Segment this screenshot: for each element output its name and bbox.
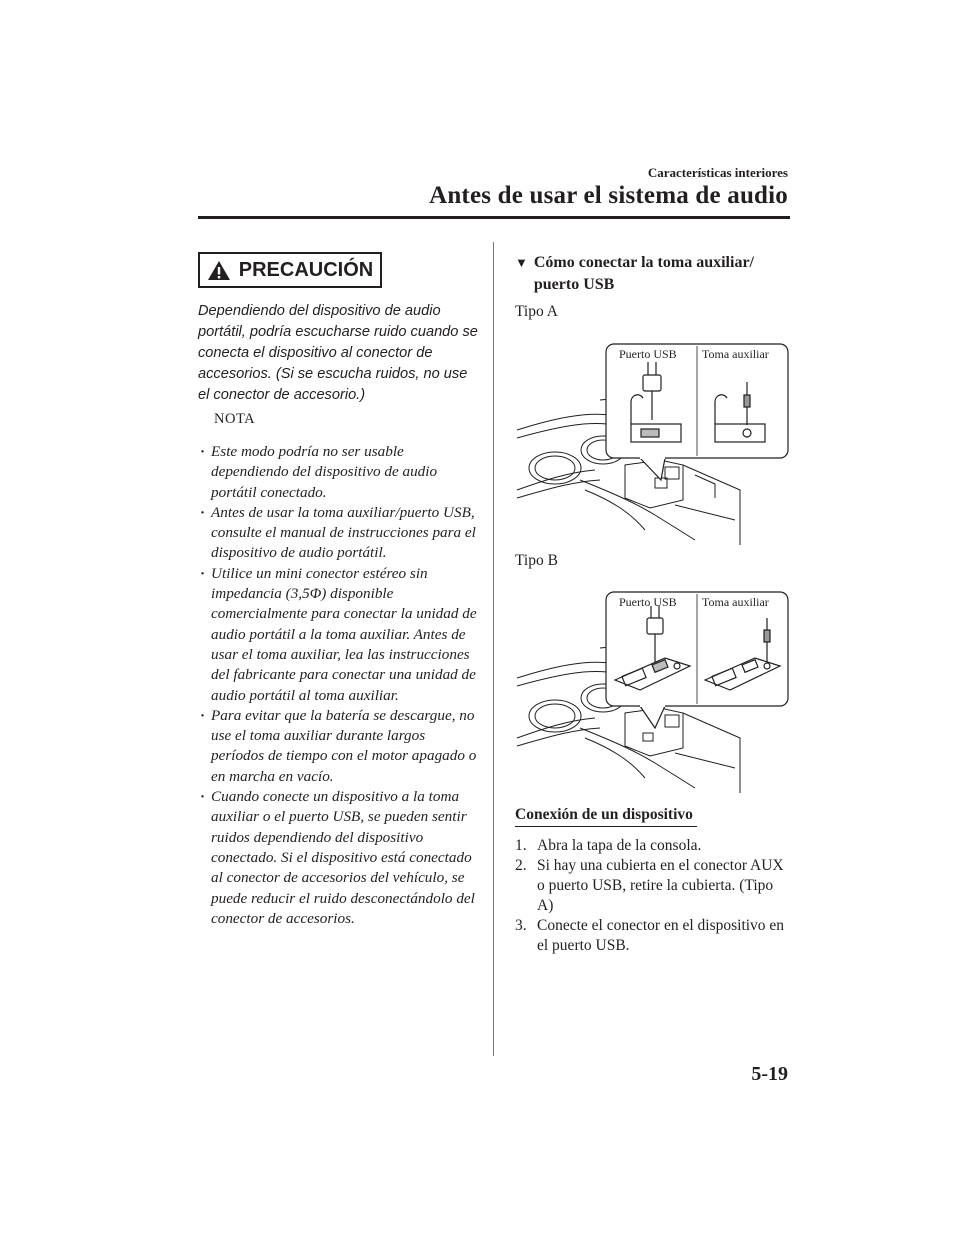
usb-port-label: Puerto USB <box>619 595 677 609</box>
note-item: · Para evitar que la batería se descargue, no use el toma auxiliar durante largos períodos de tiempo con el motor apagado o en marcha en vacío. <box>200 706 482 787</box>
page-number: 5-19 <box>751 1063 788 1085</box>
step-item <box>515 856 790 916</box>
section-heading <box>515 252 785 296</box>
header-rule <box>198 216 790 219</box>
aux-jack-label: Toma auxiliar <box>702 595 769 609</box>
step-number: 3. <box>515 917 527 934</box>
caution-label: PRECAUCIÓN <box>238 258 374 281</box>
chapter-heading: Características interiores <box>647 165 788 180</box>
note-item: · Antes de usar la toma auxiliar/puerto USB, consulte el manual de instrucciones para el dispositivo de audio portátil. <box>200 503 482 564</box>
aux-jack-label: Toma auxiliar <box>702 347 769 361</box>
usb-port-label: Puerto USB <box>619 347 677 361</box>
caution-text: Dependiendo del dispositivo de audio portátil, podría escucharse ruido cuando se conecta el dispositivo al conector de accesorios. (Si se escucha ruidos, no use el conector de accesorio.) <box>198 303 478 403</box>
steps-list <box>515 836 790 956</box>
step-number: 1. <box>515 837 527 854</box>
step-item <box>515 916 790 956</box>
step-text: Abra la tapa de la consola. <box>537 837 702 854</box>
note-item: · Utilice un mini conector estéreo sin impedancia (3,5Φ) disponible comercialmente para conectar la unidad de audio portátil a la toma auxiliar. Antes de usar el toma auxiliar, lea las instrucciones del fabricante para conectar una unidad de audio portátil al toma auxiliar. <box>200 564 482 706</box>
console-figure-type-b <box>515 588 790 793</box>
console-figure-type-a <box>515 340 790 545</box>
note-list <box>200 442 482 929</box>
down-triangle-icon: ▼ <box>515 255 528 270</box>
step-text: Si hay una cubierta en el conector AUX o puerto USB, retire la cubierta. (Tipo A) <box>537 857 784 914</box>
step-text: Conecte el conector en el dispositivo en el puerto USB. <box>537 917 785 954</box>
step-number: 2. <box>515 857 527 874</box>
column-divider <box>493 242 494 1056</box>
note-label: NOTA <box>214 411 256 427</box>
step-item <box>515 836 790 856</box>
note-item: · Este modo podría no ser usable dependiendo del dispositivo de audio portátil conectado. <box>200 442 482 503</box>
type-a-label: Tipo A <box>515 303 558 320</box>
warning-triangle-icon <box>207 260 231 281</box>
note-item: · Cuando conecte un dispositivo a la toma auxiliar o el puerto USB, se pueden sentir ruidos dependiendo del dispositivo conectado. Si el dispositivo está conectado al conector de accesorios del vehículo, se puede reducir el ruido desconectándolo del conector de accesorios. <box>200 787 482 929</box>
subsection-heading: Conexión de un dispositivo <box>515 806 697 827</box>
section-heading-text: Cómo conectar la toma auxiliar/ puerto USB <box>533 254 754 293</box>
page-title: Antes de usar el sistema de audio <box>429 182 788 209</box>
type-b-label: Tipo B <box>515 552 558 569</box>
caution-box <box>198 252 382 288</box>
